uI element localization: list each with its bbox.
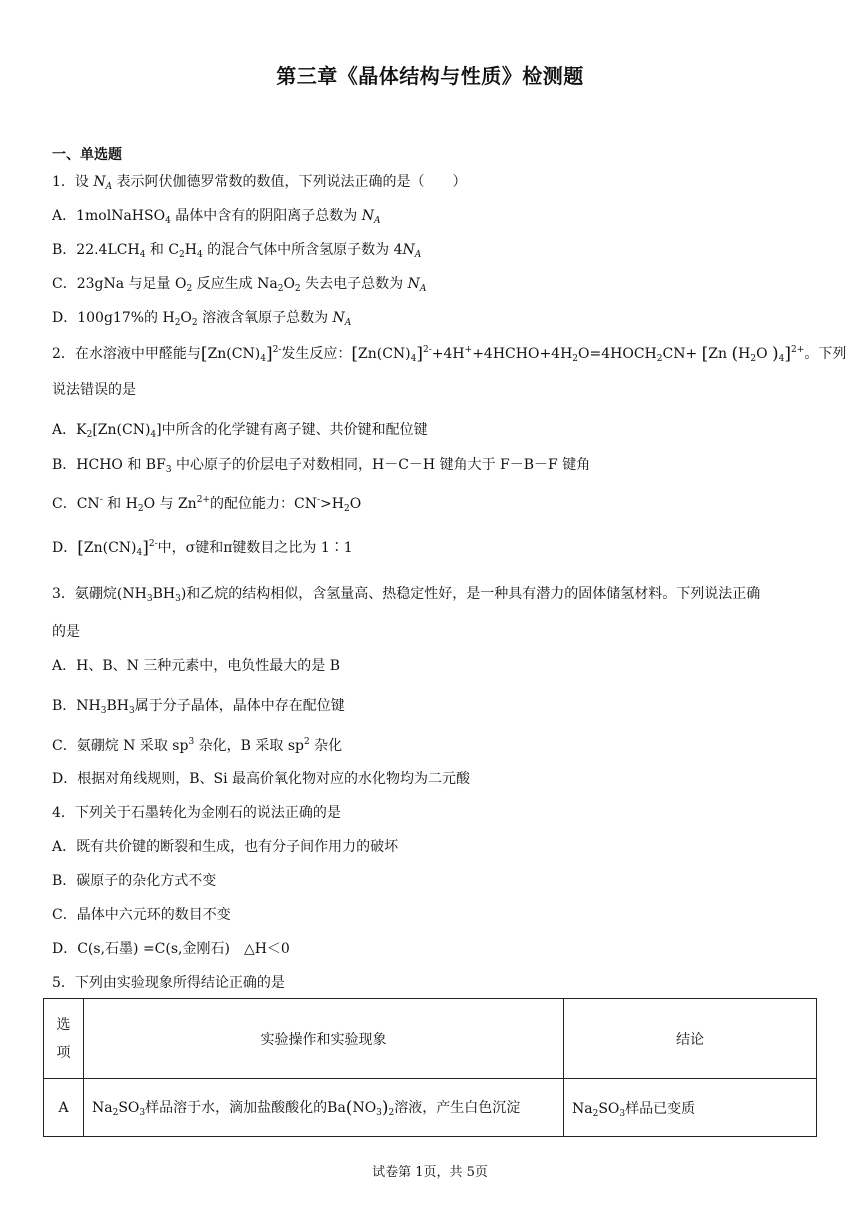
q4-option-a: A．既有共价键的断裂和生成，也有分子间作用力的破坏	[52, 839, 399, 855]
q3-option-b: B．$NH_3BH_3$属于分子晶体，晶体中存在配位键	[52, 698, 345, 716]
q3-option-c: C．氨硼烷 N 采取 $sp^3$ 杂化，B 采取 $sp^2$ 杂化	[52, 737, 343, 754]
q1-option-c: C．23gNa 与足量 $O_2$ 反应生成 $Na_2O_2$ 失去电子总数为 $N_A$	[52, 276, 427, 294]
q1-option-b: B．$22.4LCH_4$ 和 $C_2H_4$ 的混合气体中所含氢原子数为 $4N_A$	[52, 242, 422, 260]
q4-option-c: C．晶体中六元环的数目不变	[52, 907, 231, 923]
q2-stem: 2．在水溶液中甲醛能与$[Zn(CN)_4]^{2-}$发生反应：$[Zn(CN)_4]^{2-}+4H^++4HCHO+4H_2O=4HOCH_2CN+ [Zn$ ($H_2O$ )$_4]^{2+}$。下列	[52, 344, 847, 364]
header-conclusion: 结论	[564, 999, 817, 1079]
row-operation: $Na_2SO_3$样品溶于水，滴加盐酸酸化的$Ba(NO_3)_2$溶液，产生白色沉淀	[84, 1079, 564, 1137]
q4-stem: 4．下列关于石墨转化为金刚石的说法正确的是	[52, 805, 341, 821]
q5-table	[43, 998, 817, 1137]
q2-option-a: A．$K_2[Zn(CN)_4]$中所含的化学键有离子键、共价键和配位键	[52, 422, 428, 440]
q4-option-d: D．C(s,石墨) =C(s,金刚石) △H＜0	[52, 941, 290, 957]
q1-option-a: A．1molNaHSO$_4$ 晶体中含有的阴阳离子总数为 $N_A$	[52, 208, 381, 226]
q2-option-c: C．CN- 和 $H_2O$ 与 $Zn^{2+}$的配位能力：$CN^->H_2O$	[52, 495, 362, 514]
q3-stem-line2: 的是	[52, 624, 80, 640]
q2-option-b: B．HCHO 和 $BF_3$ 中心原子的价层电子对数相同，H－C－H 键角大于 F－B－F 键角	[52, 457, 591, 475]
table-row	[44, 1079, 817, 1137]
q3-stem: 3．氨硼烷$(NH_3BH_3)$和乙烷的结构相似，含氢量高、热稳定性好，是一种具有潜力的固体储氢材料。下列说法正确	[52, 586, 761, 604]
q1-option-d: D．100g17%的 $H_2O_2$ 溶液含氧原子总数为 $N_A$	[52, 310, 352, 328]
table-header-row	[44, 999, 817, 1079]
row-conclusion: $Na_2SO_3$样品已变质	[564, 1079, 817, 1137]
header-option: 选 项	[44, 999, 84, 1079]
row-option-label: A	[44, 1079, 84, 1137]
q5-stem: 5．下列由实验现象所得结论正确的是	[52, 975, 285, 991]
q1-stem: 1．设 $N_A$ 表示阿伏伽德罗常数的数值，下列说法正确的是（ ）	[52, 174, 467, 192]
q3-option-a: A．H、B、N 三种元素中，电负性最大的是 B	[52, 658, 341, 674]
q4-option-b: B．碳原子的杂化方式不变	[52, 873, 217, 889]
q2-stem-line2: 说法错误的是	[52, 382, 136, 398]
section-heading: 一、单选题	[52, 147, 122, 163]
header-operation: 实验操作和实验现象	[84, 999, 564, 1079]
q2-option-d: D．$[Zn(CN)_4]^{2-}$中，σ键和π键数目之比为 1∶1	[52, 538, 353, 558]
q3-option-d: D．根据对角线规则，B、Si 最高价氧化物对应的水化物均为二元酸	[52, 771, 471, 787]
page-title: 第三章《晶体结构与性质》检测题	[276, 64, 584, 88]
page-footer: 试卷第 1页，共 5页	[372, 1165, 488, 1180]
